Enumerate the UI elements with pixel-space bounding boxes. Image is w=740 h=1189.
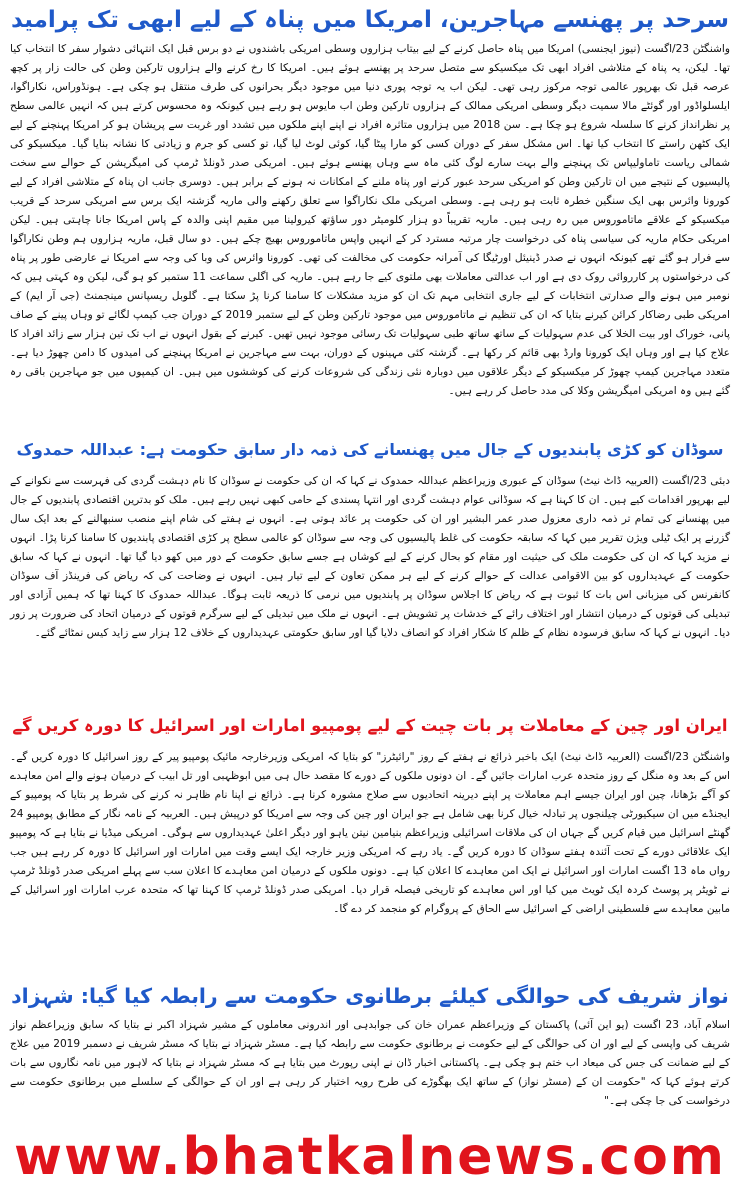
- article-headline: نواز شریف کی حوالگی کیلئے برطانوی حکومت سے رابطہ کیا گیا: شہزاد: [11, 984, 729, 1008]
- article-pompeo: [8, 704, 732, 976]
- article-sudan: [8, 428, 732, 704]
- article-body: واشنگٹن 23/اگست (نیوز ایجنسی) امریکا میں پناہ حاصل کرنے کے لیے بیتاب ہزاروں وسطی امریکی باشندوں نے دو برس قبل ایک انتہائی دشوار سفر کا انتخاب کیا تھا۔ لیکن، یہ پناہ کے متلاشی افراد ابھی تک میکسیکو سے متصل سرحد پر پھنسے ہوئے ہیں۔ امریکا کا رخ کرنے والے ہزاروں تارکین وطن کی حالت زار پر کچھ عرصہ قبل تک بھرپور عالمی توجہ مرکوز رہی تھی۔ لیکن اب یہ توجہ پوری دنیا میں موجود دیگر بحرانوں کی طرف منتقل ہو چکی ہے۔ ہونڈوراس، نکاراگوا، ایلسلواڈور اور گوئٹے مالا سمیت دیگر وسطی امریکی ممالک کے ہزاروں تارکین وطن اب مایوس ہو رہے ہیں کیونکہ وہ محسوس کرتے ہیں کہ انہیں عالمی سطح پر نظرانداز کرنے کا سلسلہ شروع ہو چکا ہے۔ سن 2018 میں ہزاروں متاثرہ افراد نے اپنے اپنے ملکوں میں تشدد اور غربت سے پریشان ہو کر امریکا پہنچنے کے لیے ایک کٹھن راستے کا انتخاب کیا تھا۔ اس مشکل سفر کے دوران کسی کو مارا پیٹا گیا، کوئی لوٹ لیا گیا، تو کسی کو جرم و زیادتی کا نشانہ بنایا گیا۔ میکسیکو کی شمالی ریاست تاماولیپاس تک پہنچنے والے بہت سارے لوگ کئی ماہ سے وہاں پھنسے ہوئے ہیں۔ امریکی صدر ڈونلڈ ٹرمپ کی امیگریشن کے حوالے سے سخت پالیسیوں کے نتیجے میں ان تارکین وطن کو امریکی سرحد عبور کرنے اور پناہ ملنے کے امکانات نہ ہونے کے برابر ہیں۔ دوسری جانب ان پناہ کے متلاشی افراد کے لیے کورونا وائرس بھی ایک سنگین خطرہ ثابت ہو رہی ہے۔ وسطی امریکی ملک نکاراگوا سے تعلق رکھنے والی ماریہ گزشتہ ایک برس سے امریکی سرحد کے قریب میکسیکو کے علاقے ماتاموروس میں رہ رہی ہیں۔ ماریہ تقریباً دو ہزار کلومیٹر دور ساؤتھ کیرولینا میں مقیم اپنی والدہ کے پاس امریکا جانا چاہتی ہیں۔ لیکن امریکی حکام ماریہ کی سیاسی پناہ کی درخواست چار مرتبہ مسترد کر کے انہیں واپس ماتاموروس بھیج چکے ہیں۔ دو سال قبل، ماریہ ہزاروں ہم وطن نکاراگوا سے فرار ہو گئے تھے کیونکہ انہوں نے صدر ڈینیئل اورٹیگا کی آمرانہ حکومت کی مخالفت کی تھی۔ کورونا وائرس کی وبا کی وجہ سے امریکا نے عارضی طور پر پناہ کی درخواستوں پر کارروائی روک دی ہے اور اب عدالتی معاملات بھی ملتوی کیے جا رہے ہیں۔ ماریہ کی اگلی سماعت 11 ستمبر کو ہو گی، لیکن وہ کہتی ہیں کہ نومبر میں ہونے والے صدارتی انتخابات کے لیے جاری انتخابی مہم تک ان کو مزید مشکلات کا سامنا کرنا پڑ سکتا ہے۔ گلوبل ریسپانس مینجمنٹ (جی آر ایم) کے امریکی طبی رضاکار کرائن کیرنے بتایا کہ ان کی تنظیم نے ماتاموروس میں موجود تارکین وطن کے لیے ستمبر 2019 کے دوران جب کیمپ لگائے تو وہاں پینے کے صاف پانی، خوراک اور بیت الخلا کی عدم سہولیات کے ساتھ ساتھ طبی سہولیات تک رسائی موجود نہیں تھیں۔ کیرنے کے بقول انہوں نے اب تک تین ہزار سے زائد افراد کا علاج کیا ہے اور وہاں ایک کورونا وارڈ بھی قائم کر رکھا ہے۔ گزشتہ کئی مہینوں کے دوران، بہت سے مہاجرین نے امریکا پہنچنے کی امیدوں کا دامن چھوڑ دیا ہے۔ متعدد مہاجرین کیمپ چھوڑ کر میکسیکو کے دیگر علاقوں میں دوبارہ نئی زندگی کی شروعات کرنے کی کوششوں میں ہیں۔ ان کیمپوں میں جو مہاجرین باقی رہ گئے ہیں وہ امریکی امیگریشن وکلا کی مدد حاصل کر رہے ہیں۔: [10, 43, 731, 397]
- article-nawaz: [8, 976, 732, 1126]
- article-body: اسلام آباد، 23 اگست (یو این آئی) پاکستان کے وزیراعظم عمران خان کی جوابدہی اور اندرونی معاملوں کے مشیر شہزاد اکبر نے بتایا کہ سابق وزیراعظم نواز شریف کی واپسی کے لیے اور ان کی حوالگی کے لیے حکومت نے برطانوی حکومت سے رابطہ کیا ہے۔ مسٹر شہزاد نے بتایا کہ مسٹر شریف نے دسمبر 2019 میں علاج کے لیے ضمانت کی جس کی میعاد اب ختم ہو چکی ہے۔ پاکستانی اخبار ڈان نے اپنی رپورٹ میں بتایا ہے کہ مسٹر شہزاد نے بتایا کہ لاہور میں نامہ نگاروں سے بات کرتے ہوئے کہا کہ "حکومت ان کے (مسٹر نواز) کے ساتھ ایک بھگوڑے کی طرح رویہ اختیار کر رہی ہے اور ان کے حوالگی کے سلسلے میں برطانوی حکومت سے درخواست کی جا چکی ہے۔": [10, 1019, 730, 1107]
- article-body: واشنگٹن 23/اگست (العربیہ ڈاٹ نیٹ) ایک باخبر ذرائع نے ہفتے کے روز "رائیٹرز" کو بتایا کہ امریکی وزیرخارجہ مائیک پومپیو پیر کے روز اسرائیل کا دورہ کریں گے۔ اس کے بعد وہ منگل کے روز متحدہ عرب امارات جائیں گے۔ ان دونوں ملکوں کے دورے کا مقصد حال ہی میں ابوظہبی اور تل ابیب کے درمیان ہونے والے امن معاہدے کو آگے بڑھانا، چین اور ایران جیسے اہم معاملات پر اپنے دیرینہ اتحادیوں سے صلاح مشورہ کرنا ہے۔ ذرائع نے اپنا نام ظاہر نہ کرنے کی شرط پر بتایا کہ پومپیو کے ایجنڈے میں ان سیکیورٹی چیلنجوں پر تبادلہ خیال کرنا بھی شامل ہے جو ایران اور چین کی وجہ سے امریکا کو درپیش ہیں۔ العربیہ کے نامہ نگار کے مطابق پومپیو 24 گھنٹے اسرائیل میں قیام کریں گے جہاں ان کی ملاقات اسرائیلی وزیراعظم بنیامین نیتن یاہو اور دیگر اعلیٰ عہدیداروں سے ہوگی۔ امریکی میڈیا نے بتایا ہے کہ پومپیو ایک علاقائی دورے کے تحت آئندہ ہفتے سوڈان کا دورہ کریں گے۔ یاد رہے کہ امریکی وزیر خارجہ ایک ایسے وقت میں امارات اور اسرائیل کا دورہ کر رہے ہیں جب رواں ماہ 13 اگست امارات اور اسرائیل نے ایک امن معاہدے کا اعلان کیا ہے۔ دونوں ملکوں کے درمیان امن معاہدے کا اعلان سب سے پہلے امریکی صدر ڈونلڈ ٹرمپ نے ٹویٹر پر پوسٹ کردہ ایک ٹویٹ میں کیا اور اس معاہدے کو تاریخی فیصلہ قرار دیا۔ امریکی صدر ڈونلڈ ٹرمپ کا کہنا تھا کہ متحدہ عرب امارات اور اسرائیل کے مابین معاہدے سے فلسطینی اراضی کے اسرائیل سے الحاق کے پروگرام کو منجمد کر دے گا۔: [10, 751, 730, 915]
- article-migrants: [8, 0, 732, 428]
- article-headline: ایران اور چین کے معاملات پر بات چیت کے لیے پومپیو امارات اور اسرائیل کا دورہ کریں گے: [12, 716, 728, 735]
- article-headline: سوڈان کو کڑی پابندیوں کے جال میں پھنسانے کی ذمہ دار سابق حکومت ہے: عبداللہ حمدوک: [16, 440, 724, 459]
- site-url-banner[interactable]: www.bhatkalnews.com: [14, 1127, 726, 1187]
- article-headline: سرحد پر پھنسے مہاجرین، امریکا میں پناہ کے لیے ابھی تک پرامید: [10, 7, 729, 33]
- article-body: دبئی 23/اگست (العربیہ ڈاٹ نیٹ) سوڈان کے عبوری وزیراعظم عبداللہ حمدوک نے کہا کہ ان کی حکومت نے سوڈان کا نام دہشت گردی کی فہرست سے نکوانے کے لیے بھرپور اقدامات کیے ہیں۔ ان کا کہنا ہے کہ سوڈانی عوام دہشت گردی اور انتہا پسندی کے حامی کبھی نہیں رہے ہیں۔ ملک کو بدترین اقتصادی پابندیوں کے جال میں پھنسانے کی تمام تر ذمہ داری معزول صدر عمر البشیر اور ان کی حکومت پر عائد ہوتی ہے۔ انہوں نے ہفتے کی شام اپنے منصب سنبھالنے کے بعد ایک سال گزرنے پر ایک ٹیلی ویژن تقریر میں کہا کہ سابقہ حکومت کی غلط پالیسیوں کی وجہ سے سوڈان کو عالمی سطح پر کڑی اقتصادی پابندیوں کا سامنا کرنا پڑا۔ انہوں نے مزید کہا کہ ان کی حکومت ملک کی حیثیت اور مقام کو بحال کرنے کے لیے کوشاں ہے جسے سابق حکومت کے دور میں کھو دیا گیا تھا۔ انہوں نے کہا کہ سابق حکومت کے عہدیداروں کو بین الاقوامی عدالت کے حوالے کرنے کے لیے ہر ممکن تعاون کے لیے تیار ہیں۔ انہوں نے وضاحت کی کہ ریاض کی فرینڈز آف سوڈان کانفرنس کی میزبانی اس بات کا ثبوت ہے کہ ریاض کا اجلاس سوڈان پر پابندیوں میں نرمی کا ذریعہ ثابت ہوگا۔ عبداللہ حمدوک کا کہنا تھا کہ ہمیں آزادی اور تبدیلی کی قوتوں کے درمیان انتشار اور اختلاف رائے کے خدشات پر تشویش ہے۔ انہوں نے ملک میں تبدیلی کے لیے سرگرم قوتوں کے درمیان اتحاد کی ضرورت پر زور دیا۔ انہوں نے کہا کہ سابق فرسودہ نظام کے ظلم کا شکار افراد کو انصاف دلایا گیا اور سابق حکومتی عہدیداروں کے خلاف 12 ہزار سے زاید کیس نمٹائے گئے۔: [10, 475, 730, 639]
